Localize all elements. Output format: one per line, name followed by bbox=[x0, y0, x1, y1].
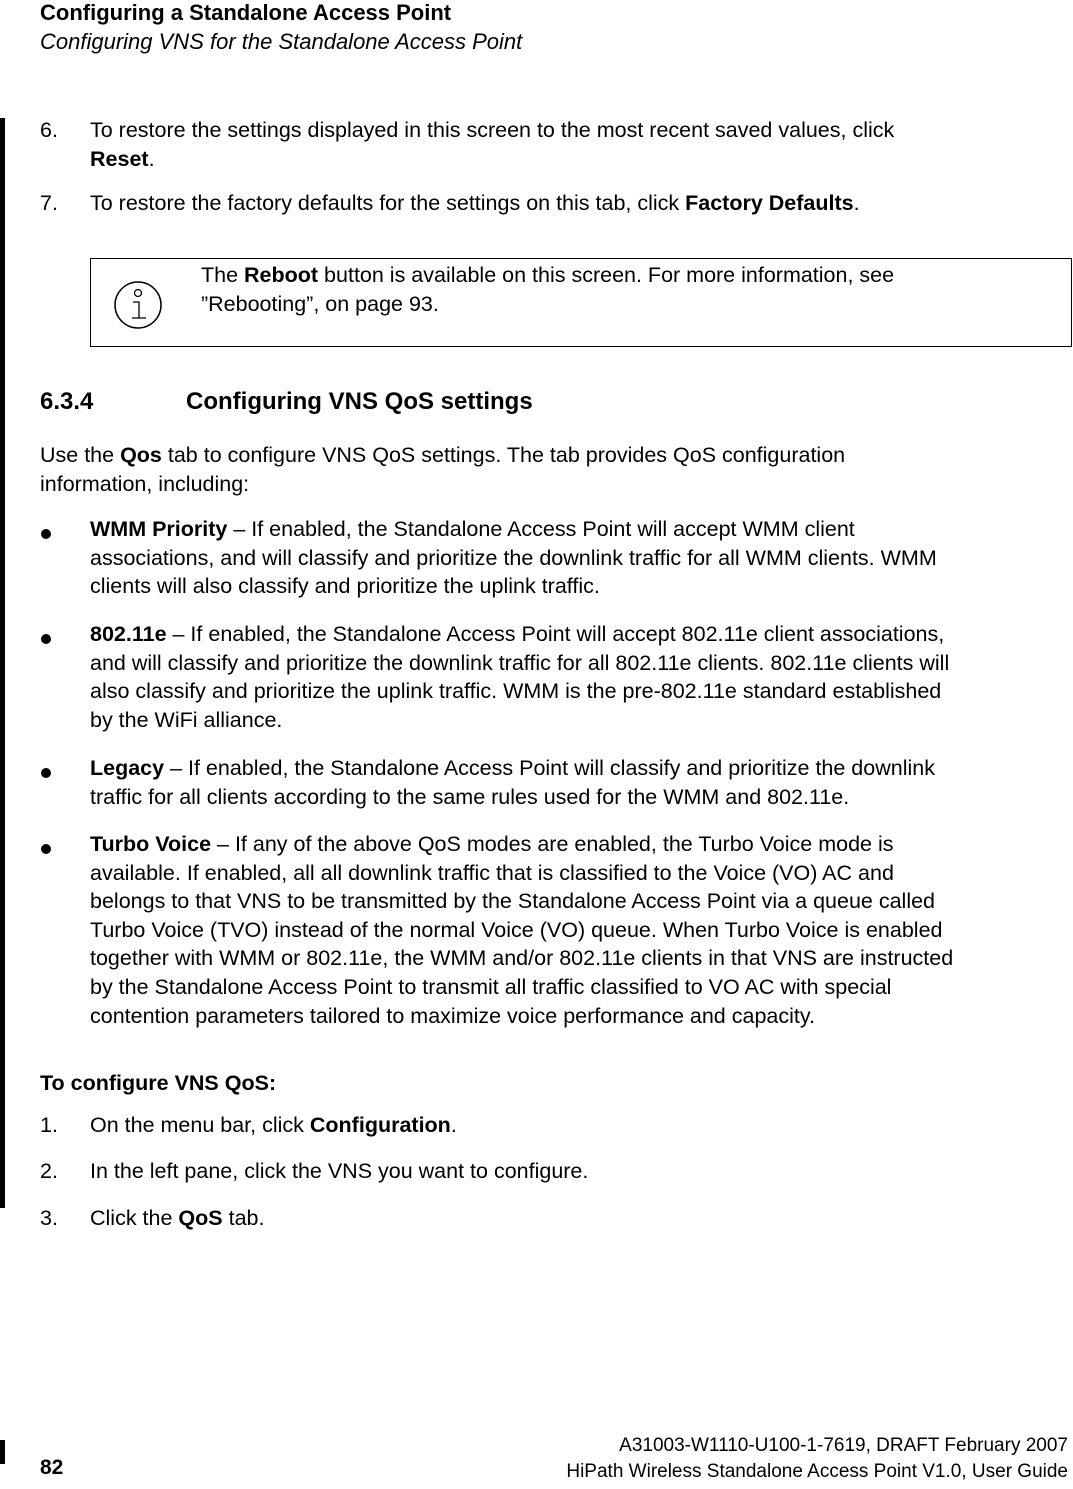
page-number: 82 bbox=[40, 1456, 64, 1479]
change-bar bbox=[0, 118, 5, 1208]
step-number: 1. bbox=[40, 1113, 58, 1137]
running-header-title: Configuring a Standalone Access Point bbox=[40, 0, 452, 25]
step-number: 2. bbox=[40, 1159, 58, 1183]
note-text: The Reboot button is available on this screen. For more information, see ”Rebooting”, on page 93. bbox=[201, 263, 895, 316]
step-number: 7. bbox=[40, 191, 58, 215]
footer-doc-id: A31003-W1110-U100-1-7619, DRAFT February 2007 bbox=[619, 1435, 1068, 1456]
procedure-heading: To configure VNS QoS: bbox=[40, 1071, 277, 1095]
note-box bbox=[90, 258, 1072, 347]
step-text: On the menu bar, click Configuration. bbox=[90, 1113, 457, 1137]
change-bar-footer bbox=[0, 1440, 5, 1464]
bullet-icon bbox=[41, 768, 51, 778]
footer-guide-title: HiPath Wireless Standalone Access Point V1.0, User Guide bbox=[566, 1461, 1068, 1482]
list-item: Turbo Voice – If any of the above QoS modes are enabled, the Turbo Voice mode is available. If enabled, all all downlink traffic that is classified to the Voice (VO) AC and belongs to that VNS to be transmitted by the Standalone Access Point via a queue called Turbo Voice (TVO) instead of the normal Voice (VO) queue. When Turbo Voice is enabled together with WMM or 802.11e, the WMM and/or 802.11e clients in that VNS are instructed by the Standalone Access Point to transmit all traffic classified to VO AC with special contention parameters tailored to maximize voice performance and capacity. bbox=[90, 832, 954, 1028]
step-text: To restore the settings displayed in this screen to the most recent saved values, click Reset. bbox=[90, 118, 895, 171]
running-header-subtitle: Configuring VNS for the Standalone Access Point bbox=[40, 29, 523, 54]
step-number: 3. bbox=[40, 1206, 58, 1230]
step-text: To restore the factory defaults for the settings on this tab, click Factory Defaults. bbox=[90, 191, 860, 215]
section-title: Configuring VNS QoS settings bbox=[186, 388, 533, 415]
list-item: 802.11e – If enabled, the Standalone Access Point will accept 802.11e client associations, and will classify and prioritize the downlink traffic for all 802.11e clients. 802.11e clients will also classify and prioritize the uplink traffic. WMM is the pre-802.11e standard established by the WiFi alliance. bbox=[90, 622, 950, 732]
step-text: In the left pane, click the VNS you want to configure. bbox=[90, 1159, 589, 1183]
step-number: 6. bbox=[40, 118, 58, 142]
step-text: Click the QoS tab. bbox=[90, 1206, 265, 1230]
list-item: Legacy – If enabled, the Standalone Access Point will classify and prioritize the downlink traffic for all clients according to the same rules used for the WMM and 802.11e. bbox=[90, 756, 935, 809]
bullet-icon bbox=[41, 844, 51, 854]
bullet-icon bbox=[41, 634, 51, 644]
bullet-icon bbox=[41, 529, 51, 539]
info-icon bbox=[113, 280, 163, 330]
intro-paragraph: Use the Qos tab to configure VNS QoS settings. The tab provides QoS configuration information, including: bbox=[40, 443, 846, 496]
list-item: WMM Priority – If enabled, the Standalone Access Point will accept WMM client associations, and will classify and prioritize the downlink traffic for all WMM clients. WMM clients will also classify and prioritize the uplink traffic. bbox=[90, 517, 937, 599]
section-number: 6.3.4 bbox=[40, 388, 94, 415]
